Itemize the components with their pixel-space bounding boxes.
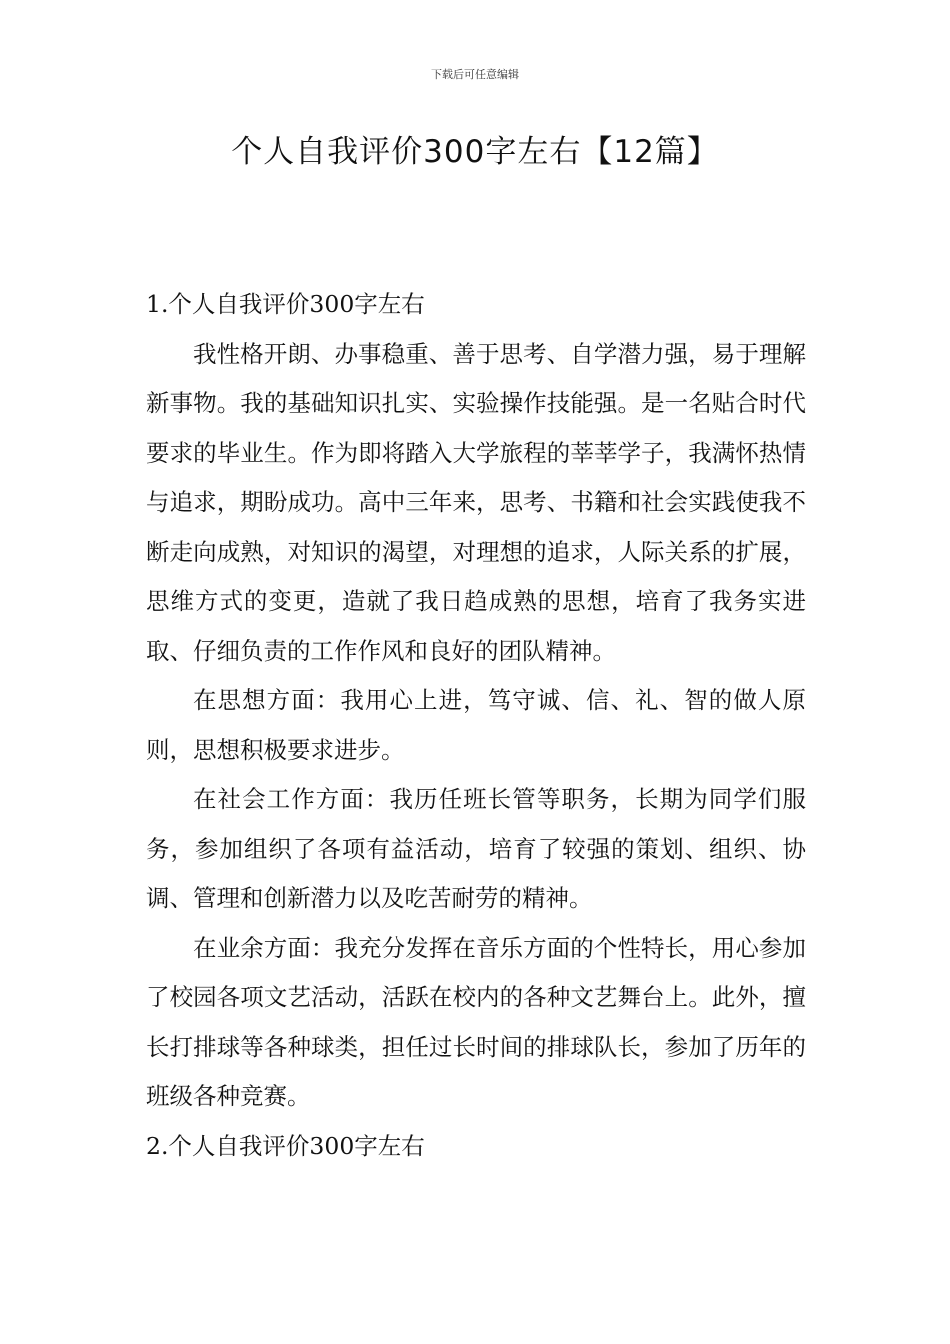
paragraph-1: 我性格开朗、办事稳重、善于思考、自学潜力强，易于理解新事物。我的基础知识扎实、实验操作技能强。是一名贴合时代要求的毕业生。作为即将踏入大学旅程的莘莘学子，我满怀热情与追求，期盼成功。高中三年来，思考、书籍和社会实践使我不断走向成熟，对知识的渴望，对理想的追求，人际关系的扩展，思维方式的变更，造就了我日趋成熟的思想，培育了我务实进取、仔细负责的工作作风和良好的团队精神。: [146, 339, 806, 665]
document-body: [146, 280, 806, 1171]
document-title: 个人自我评价300字左右【12篇】: [231, 134, 719, 170]
paragraph-4: 在业余方面：我充分发挥在音乐方面的个性特长，用心参加了校园各项文艺活动，活跃在校内的各种文艺舞台上。此外，擅长打排球等各种球类，担任过长时间的排球队长，参加了历年的班级各种竞赛。: [146, 933, 806, 1110]
paragraph-3: 在社会工作方面：我历任班长管等职务，长期为同学们服务，参加组织了各项有益活动，培育了较强的策划、组织、协调、管理和创新潜力以及吃苦耐劳的精神。: [146, 785, 806, 912]
section-heading-1: 1.个人自我评价300字左右: [146, 290, 425, 318]
header-note: 下载后可任意编辑: [431, 68, 519, 81]
paragraph-2: 在思想方面：我用心上进，笃守诚、信、礼、智的做人原则，思想积极要求进步。: [146, 686, 806, 764]
section-heading-2: 2.个人自我评价300字左右: [146, 1131, 425, 1160]
